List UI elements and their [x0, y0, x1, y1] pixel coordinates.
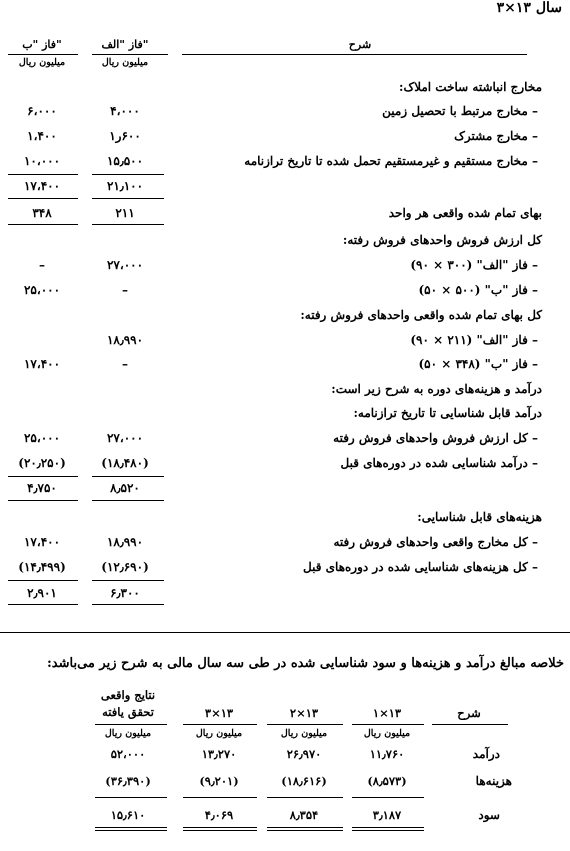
value-section1-total-b: ۱۷،۴۰۰ [23, 179, 61, 193]
summary-expenses-y2: (۱۸٫۶۱۶) [281, 774, 327, 788]
revenue-subtotal-rule-b [8, 476, 78, 477]
column-header-description: شرح [348, 38, 372, 51]
summary-row-label-revenue: درآمد [472, 747, 500, 761]
value-common-costs-b: ۱،۴۰۰ [27, 129, 57, 143]
summary-expenses-y3: (۹٫۲۰۱) [199, 774, 239, 788]
value-revenue-total-a: ۸٫۵۲۰ [110, 481, 140, 495]
value-revenue-sales-b: ۲۵،۰۰۰ [23, 431, 61, 445]
summary-expenses-y1: (۸٫۵۷۳) [367, 774, 407, 788]
value-expense-prior-a: (۱۲٫۶۹۰) [101, 560, 149, 574]
row-label-sales-value-b: – فاز "ب" (۵۰۰ × ۵۰) [418, 283, 538, 297]
summary-total-rule-actual [95, 827, 167, 831]
value-sales-value-b-b: ۲۵،۰۰۰ [23, 283, 61, 297]
value-land-costs-a: ۴،۰۰۰ [110, 104, 140, 118]
summary-unit-actual: میلیون ریال [104, 728, 152, 739]
summary-profit-y3: ۴٫۰۶۹ [204, 808, 234, 822]
summary-subtotal-rule-y1 [352, 797, 424, 798]
summary-total-rule-y2 [267, 827, 343, 831]
row-label-common-costs: – مخارج مشترک [454, 129, 538, 143]
section-title-sales-value: کل ارزش فروش واحدهای فروش رفته: [342, 233, 542, 247]
expense-subtotal-rule-a [92, 580, 164, 581]
value-unit-cost-b: ۳۴۸ [32, 206, 52, 220]
row-label-expense-prior: – کل هزینه‌های شناسایی شده در دوره‌های قبل [303, 560, 538, 574]
summary-header-rule-y1 [352, 724, 424, 725]
row-label-expense-actual: – کل مخارج واقعی واحدهای فروش رفته [333, 535, 538, 549]
value-expense-total-a: ۶٫۳۰۰ [110, 586, 140, 600]
row-label-sold-cost-a: – فاز "الف" (۲۱۱ × ۹۰) [410, 333, 538, 347]
revenue-total-rule-a [92, 500, 164, 501]
summary-header-rule-y2 [267, 724, 343, 725]
subtotal-rule-b [8, 174, 78, 175]
row-label-sales-value-a: – فاز "الف" (۳۰۰ × ۹۰) [410, 258, 538, 272]
value-section1-total-a: ۲۱٫۱۰۰ [106, 179, 144, 193]
summary-total-rule-y3 [183, 827, 257, 831]
unit-label-phase-a: میلیون ریال [101, 57, 149, 68]
row-label-unit-cost: بهای تمام شده واقعی هر واحد [388, 206, 542, 220]
value-sold-cost-b-b: ۱۷،۴۰۰ [23, 357, 61, 371]
summary-row-label-expenses: هزینه‌ها [475, 774, 512, 788]
summary-profit-y1: ۳٫۱۸۷ [372, 808, 402, 822]
column-header-phase-b: فاز "ب" [22, 38, 62, 51]
value-expense-actual-b: ۱۷،۴۰۰ [23, 535, 61, 549]
value-common-costs-a: ۶۰۰ر۱ [109, 129, 141, 143]
value-land-costs-b: ۶،۰۰۰ [27, 104, 57, 118]
summary-subtotal-rule-y3 [183, 797, 257, 798]
unit-cost-rule-a [92, 224, 164, 225]
section-title-revenue-expense: درآمد و هزینه‌های دوره به شرح زیر است: [331, 382, 542, 396]
value-sold-cost-a-a: ۱۸٫۹۹۰ [106, 333, 144, 347]
summary-row-label-profit: سود [478, 808, 500, 822]
summary-total-rule-y1 [352, 827, 424, 831]
section-title-sold-cost: کل بهای تمام شده واقعی واحدهای فروش رفته: [300, 308, 542, 322]
summary-header-y3: ۱۳×۳ [204, 706, 234, 720]
value-revenue-total-b: ۴٫۷۵۰ [27, 481, 57, 495]
summary-header-y2: ۱۳×۲ [289, 706, 319, 720]
subtotal-rule-a [92, 174, 164, 175]
summary-revenue-actual: ۵۲،۰۰۰ [110, 747, 146, 761]
row-label-sold-cost-b: – فاز "ب" (۳۴۸ × ۵۰) [418, 357, 538, 371]
row-label-land-costs: – مخارج مرتبط با تحصیل زمین [382, 104, 538, 118]
expense-total-rule-b [8, 604, 78, 605]
revenue-total-rule-b [8, 500, 78, 501]
row-label-direct-costs: – مخارج مستقیم و غیرمستقیم تحمل شده تا تاریخ ترازنامه [244, 154, 538, 168]
year-title: سال ۱۳×۳ [496, 0, 562, 16]
section-title-accumulated-costs: مخارج انباشته ساخت املاک: [399, 80, 542, 94]
summary-header-rule-actual [95, 724, 167, 725]
value-direct-costs-b: ۱۰،۰۰۰ [23, 154, 61, 168]
summary-expenses-actual: (۳۶٫۳۹۰) [105, 774, 151, 788]
revenue-subtotal-rule-a [92, 476, 164, 477]
value-direct-costs-a: ۱۵٫۵۰۰ [106, 154, 144, 168]
summary-unit-y3: میلیون ریال [195, 728, 243, 739]
summary-unit-y2: میلیون ریال [280, 728, 328, 739]
section-title-revenue: درآمد قابل شناسایی تا تاریخ ترازنامه: [353, 406, 542, 420]
summary-unit-y1: میلیون ریال [363, 728, 411, 739]
summary-subtotal-rule-y2 [267, 797, 343, 798]
summary-profit-y2: ۸٫۳۵۴ [289, 808, 319, 822]
summary-header-desc: شرح [457, 706, 481, 720]
value-expense-actual-a: ۱۸٫۹۹۰ [106, 535, 144, 549]
value-revenue-prior-a: (۱۸٫۴۸۰) [101, 456, 149, 470]
unit-cost-rule-b [8, 224, 78, 225]
summary-header-actual: نتایج واقعی تحقق یافته [100, 688, 156, 719]
summary-revenue-y2: ۲۶٫۹۷۰ [286, 747, 322, 761]
section-title-expenses: هزینه‌های قابل شناسایی: [417, 510, 542, 524]
expense-subtotal-rule-b [8, 580, 78, 581]
value-expense-total-b: ۲٫۹۰۱ [27, 586, 57, 600]
value-unit-cost-a: ۲۱۱ [115, 206, 135, 220]
section-divider [0, 632, 570, 633]
column-header-phase-a: فاز "الف" [101, 38, 149, 51]
value-sales-value-a-a: ۲۷،۰۰۰ [106, 258, 144, 272]
header-rule-description [182, 54, 527, 55]
value-sales-value-a-b: – [39, 258, 45, 272]
total-rule-a [92, 198, 164, 199]
summary-profit-actual: ۱۵٫۶۱۰ [110, 808, 146, 822]
summary-title: خلاصه مبالغ درآمد و هزینه‌ها و سود شناسایی شده در طی سه سال مالی به شرح زیر می‌باشد: [47, 656, 564, 671]
header-rule-phase-b [8, 54, 78, 55]
value-revenue-sales-a: ۲۷،۰۰۰ [106, 431, 144, 445]
row-label-revenue-sales: – کل ارزش فروش واحدهای فروش رفته [333, 431, 538, 445]
total-rule-b [8, 198, 78, 199]
unit-label-phase-b: میلیون ریال [18, 57, 66, 68]
expense-total-rule-a [92, 604, 164, 605]
summary-header-y1: ۱۳×۱ [372, 706, 402, 720]
summary-header-rule-y3 [183, 724, 257, 725]
value-sold-cost-b-a: – [122, 357, 128, 371]
value-expense-prior-b: (۱۴٫۴۹۹) [18, 560, 66, 574]
row-label-revenue-prior: – درآمد شناسایی شده در دوره‌های قبل [340, 456, 538, 470]
value-revenue-prior-b: (۲۰٫۲۵۰) [18, 456, 66, 470]
summary-subtotal-rule-actual [95, 797, 167, 798]
summary-revenue-y1: ۱۱٫۷۶۰ [369, 747, 405, 761]
summary-header-rule-desc [432, 724, 508, 725]
summary-revenue-y3: ۱۳٫۲۷۰ [201, 747, 237, 761]
header-rule-phase-a [92, 54, 168, 55]
value-sales-value-b-a: – [122, 283, 128, 297]
